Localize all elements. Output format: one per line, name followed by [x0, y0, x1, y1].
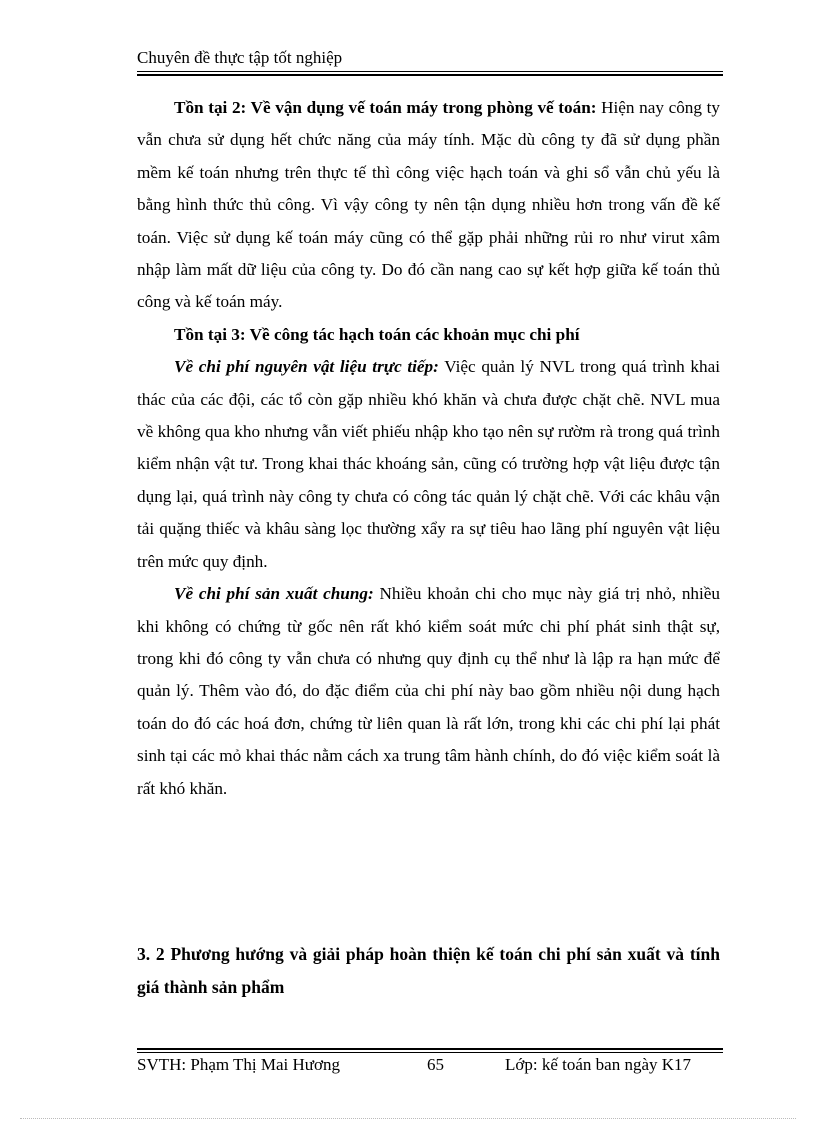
- paragraph-text: Hiện nay công ty vẫn chưa sử dụng hết chức năng của máy tính. Mặc dù công ty đã sử dụng phần mềm kế toán nhưng trên thực tế thì công việc hạch toán và ghi sổ vẫn chủ yếu là bằng hình thức thủ công. Vì vậy công ty nên tận dụng nhiều hơn trong vấn đề kế toán. Việc sử dụng kế toán máy cũng có thể gặp phải những rủi ro như virut xâm nhập làm mất dữ liệu của công ty. Do đó cần nang cao sự kết hợp giữa kế toán thủ công và kế toán máy.: [137, 98, 720, 312]
- page-edge-dots: [20, 1118, 796, 1119]
- body-text: [137, 92, 720, 805]
- footer-rule-thick: [137, 1048, 723, 1050]
- paragraph-heading: Về chi phí nguyên vật liệu trực tiếp:: [174, 357, 439, 377]
- running-header: Chuyên đề thực tập tốt nghiệp: [137, 48, 343, 67]
- footer-rule: [137, 1052, 723, 1053]
- header-rule-thick: [137, 74, 723, 76]
- footer-class: Lớp: kế toán ban ngày K17: [505, 1055, 692, 1074]
- paragraph-heading: Về chi phí sản xuất chung:: [174, 584, 374, 604]
- paragraph-sxc: [137, 578, 720, 805]
- paragraph-text: Nhiều khoản chi cho mục này giá trị nhỏ, nhiều khi không có chứng từ gốc nên rất khó kiểm soát mức chi phí phát sinh thật sự, trong khi đó công ty vẫn chưa có nhưng quy định cụ thể như là lập ra hạn mức để quản lý. Thêm vào đó, do đặc điểm của chi phí này bao gồm nhiều nội dung hạch toán do đó các hoá đơn, chứng từ liên quan là rất lớn, trong khi các chi phí lại phát sinh tại các mỏ khai thác nằm cách xa trung tâm hành chính, do đó việc kiểm soát là rất khó khăn.: [137, 584, 721, 798]
- header-rule: [137, 71, 723, 72]
- paragraph-nvl: [137, 351, 720, 578]
- page-number: 65: [427, 1055, 444, 1074]
- section-heading: 3. 2 Phương hướng và giải pháp hoàn thiện kế toán chi phí sản xuất và tính giá thành sản phẩm: [137, 944, 720, 997]
- paragraph-heading: Tồn tại 3: Về công tác hạch toán các khoản mục chi phí: [174, 324, 580, 344]
- footer-author: SVTH: Phạm Thị Mai Hương: [137, 1055, 341, 1074]
- paragraph-ton-tai-3: [137, 319, 720, 351]
- paragraph-ton-tai-2: [137, 92, 720, 319]
- paragraph-heading: Tồn tại 2: Về vận dụng vế toán máy trong phòng vế toán:: [174, 98, 597, 117]
- paragraph-text: Việc quản lý NVL trong quá trình khai thác của các đội, các tổ còn gặp nhiều khó khăn và chưa được chặt chẽ. NVL mua về không qua kho nhưng vẫn viết phiếu nhập kho tạo nên sự rườm rà trong quá trình kiểm nhận vật tư. Trong khai thác khoáng sản, cũng có trường hợp vật liệu được tận dụng lại, quá trình này công ty chưa có công tác quản lý chặt chẽ. Với các khâu vận tải quặng thiếc và khâu sàng lọc thường xẩy ra sự tiêu hao lãng phí nguyên vật liệu trên mức quy định.: [137, 357, 720, 571]
